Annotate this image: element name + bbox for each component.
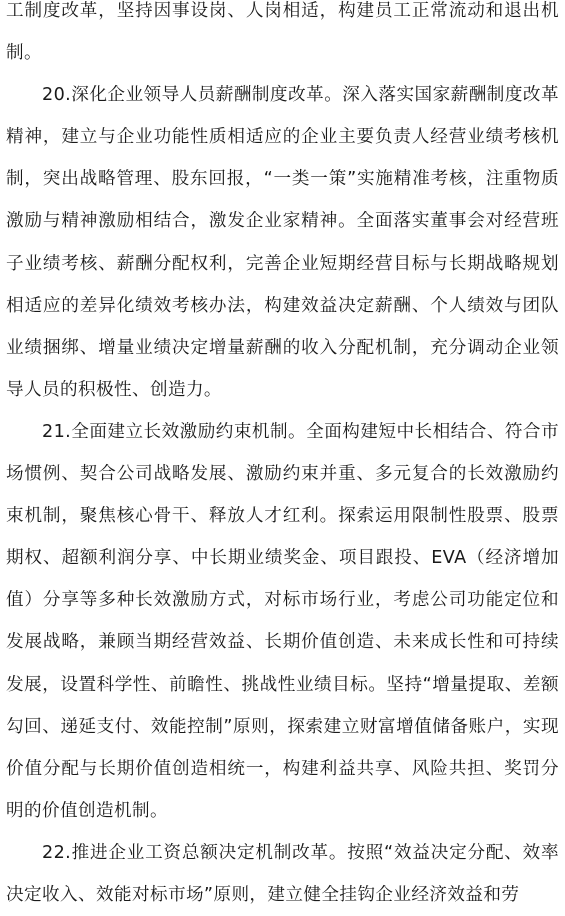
- paragraph-continuation: 工制度改革，坚持因事设岗、人岗相适，构建员工正常流动和退出机制。: [6, 1, 559, 64]
- paragraph-item-22: 22.推进企业工资总额决定机制改革。按照“效益决定分配、效率决定收入、效能对标市场”原则，建立健全挂钩企业经济效益和劳: [6, 842, 559, 905]
- paragraph-item-20: 20.深化企业领导人员薪酬制度改革。深入落实国家薪酬制度改革精神，建立与企业功能性质相适应的企业主要负责人经营业绩考核机制，突出战略管理、股东回报，“一类一策”实施精准考核，注重物质激励与精神激励相结合，激发企业家精神。全面落实董事会对经营班子业绩考核、薪酬分配权利，完善企业短期经营目标与长期战略规划相适应的差异化绩效考核办法，构建效益决定薪酬、个人绩效与团队业绩捆绑、增量业绩决定增量薪酬的收入分配机制，充分调动企业领导人员的积极性、创造力。: [6, 85, 559, 400]
- document-page: [6, 0, 559, 916]
- paragraph-item-21: 21.全面建立长效激励约束机制。全面构建短中长相结合、符合市场惯例、契合公司战略发展、激励约束并重、多元复合的长效激励约束机制，聚焦核心骨干、释放人才红利。探索运用限制性股票、股票期权、超额利润分享、中长期业绩奖金、项目跟投、EVA（经济增加值）分享等多种长效激励方式，对标市场行业，考虑公司功能定位和发展战略，兼顾当期经营效益、长期价值创造、未来成长性和可持续发展，设置科学性、前瞻性、挑战性业绩目标。坚持“增量提取、差额勾回、递延支付、效能控制”原则，探索建立财富增值储备账户，实现价值分配与长期价值创造相统一，构建利益共享、风险共担、奖罚分明的价值创造机制。: [6, 421, 559, 821]
